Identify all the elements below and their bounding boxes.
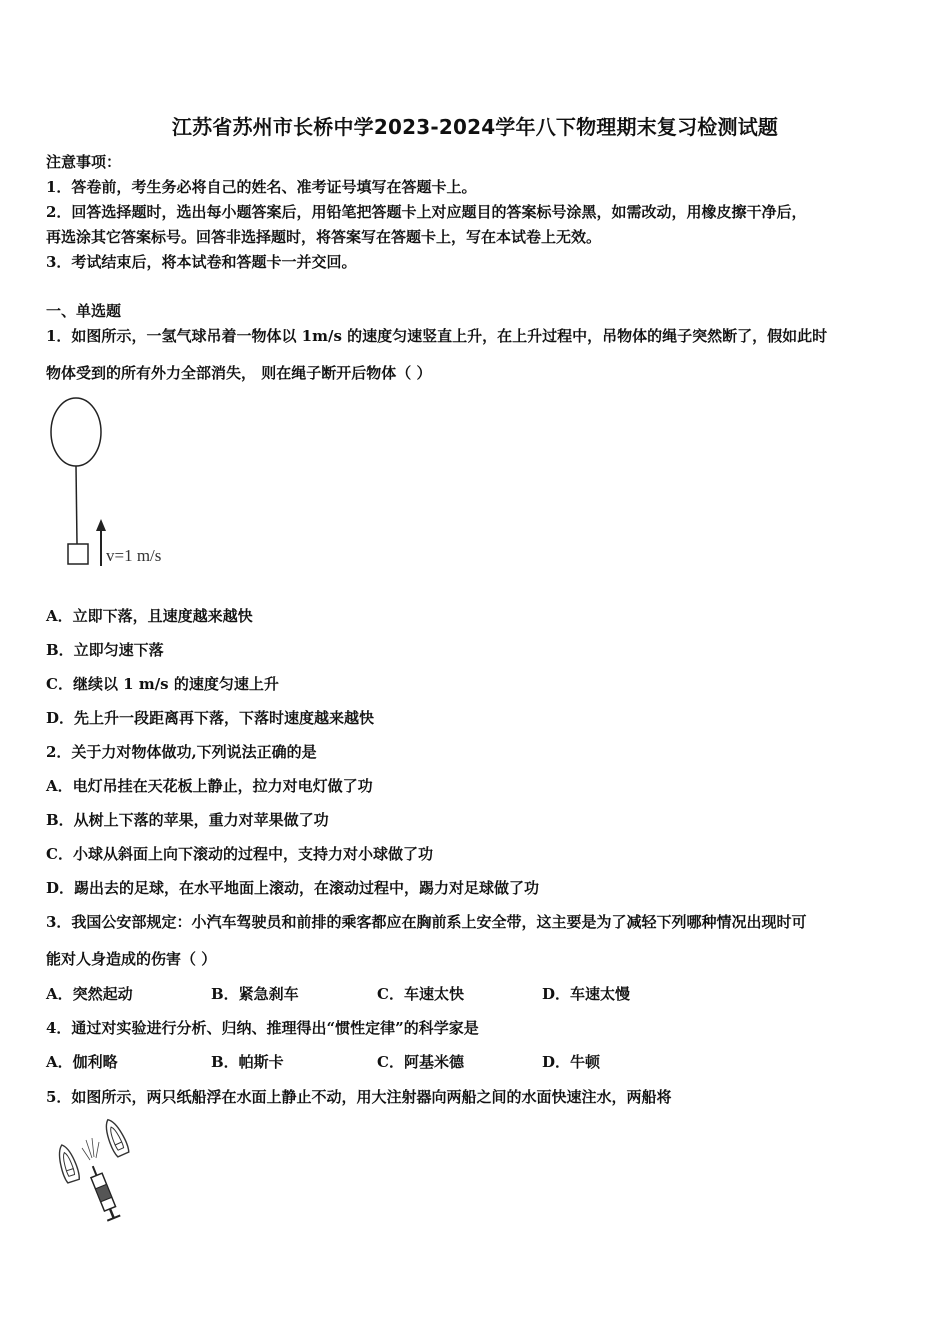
page-title: 江苏省苏州市长桥中学2023-2024学年八下物理期末复习检测试题 — [171, 115, 779, 139]
notice-item-2-cont: 再选涂其它答案标号。回答非选择题时，将答案写在答题卡上，写在本试卷上无效。 — [46, 228, 602, 246]
balloon-figure — [46, 395, 196, 575]
q1-option-c: C．继续以 1 m/s 的速度匀速上升 — [46, 675, 279, 693]
q3-option-a: A．突然起动 — [46, 985, 133, 1003]
velocity-label: v=1 m/s — [106, 546, 162, 565]
water-spray — [82, 1138, 99, 1160]
q1-option-d: D．先上升一段距离再下落，下落时速度越来越快 — [46, 709, 375, 727]
paper-boat-left — [55, 1143, 81, 1184]
q1-option-a: A．立即下落，且速度越来越快 — [46, 607, 253, 625]
velocity-arrowhead — [96, 519, 106, 531]
boats-figure — [46, 1118, 146, 1228]
q3-option-b: B．紧急刹车 — [211, 985, 299, 1003]
balloon-shape — [51, 398, 101, 466]
q1-stem-line1: 1．如图所示，一氢气球吊着一物体以 1m/s 的速度匀速竖直上升，在上升过程中，吊物体的绳子突然断了，假如此时 — [46, 327, 828, 345]
notice-item-2: 2．回答选择题时，选出每小题答案后，用铅笔把答题卡上对应题目的答案标号涂黑，如需改动，用橡皮擦干净后， — [46, 203, 807, 221]
paper-boat-right — [101, 1117, 130, 1158]
hanging-object — [68, 544, 88, 564]
q3-stem-line1: 3．我国公安部规定：小汽车驾驶员和前排的乘客都应在胸前系上安全带，这主要是为了减轻下列哪种情况出现时可 — [46, 913, 807, 931]
q4-stem: 4．通过对实验进行分析、归纳、推理得出“惯性定律”的科学家是 — [46, 1019, 479, 1037]
q2-option-a: A．电灯吊挂在天花板上静止，拉力对电灯做了功 — [46, 777, 373, 795]
syringe-icon — [86, 1164, 120, 1221]
q4-option-c: C．阿基米德 — [377, 1053, 464, 1071]
q4-option-d: D．牛顿 — [542, 1053, 601, 1071]
q3-stem-line2: 能对人身造成的伤害（ ） — [46, 950, 217, 968]
q2-stem: 2．关于力对物体做功,下列说法正确的是 — [46, 743, 317, 761]
q3-option-c: C．车速太快 — [377, 985, 464, 1003]
section-heading: 一、单选题 — [46, 302, 122, 320]
q1-option-b: B．立即匀速下落 — [46, 641, 164, 659]
q2-option-c: C．小球从斜面上向下滚动的过程中，支持力对小球做了功 — [46, 845, 433, 863]
balloon-rope — [76, 466, 77, 544]
q2-option-b: B．从树上下落的苹果，重力对苹果做了功 — [46, 811, 329, 829]
notice-item-1: 1．答卷前，考生务必将自己的姓名、准考证号填写在答题卡上。 — [46, 178, 477, 196]
q2-option-d: D．踢出去的足球，在水平地面上滚动，在滚动过程中，踢力对足球做了功 — [46, 879, 540, 897]
q5-stem: 5．如图所示，两只纸船浮在水面上静止不动，用大注射器向两船之间的水面快速注水，两船将 — [46, 1088, 672, 1106]
q4-option-b: B．帕斯卡 — [211, 1053, 284, 1071]
q4-option-a: A．伽利略 — [46, 1053, 118, 1071]
notice-item-3: 3．考试结束后，将本试卷和答题卡一并交回。 — [46, 253, 357, 271]
q3-option-d: D．车速太慢 — [542, 985, 631, 1003]
q1-stem-line2: 物体受到的所有外力全部消失， 则在绳子断开后物体（ ） — [46, 364, 432, 382]
notice-heading: 注意事项： — [46, 153, 122, 171]
